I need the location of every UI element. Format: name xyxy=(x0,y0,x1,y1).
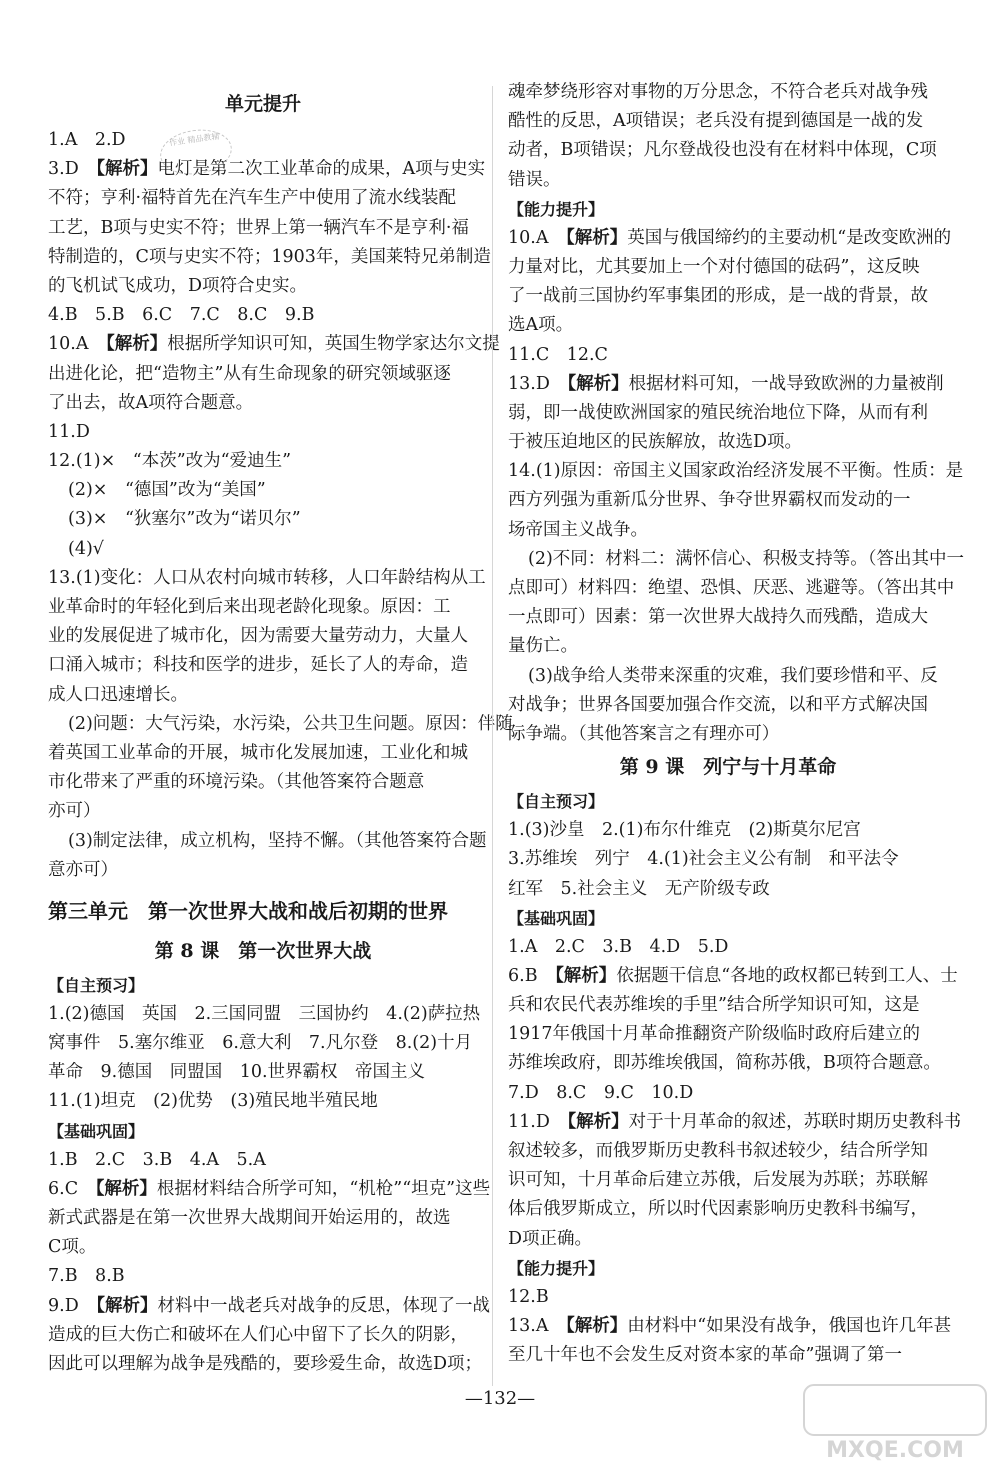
answer-line: 因此可以理解为战争是残酷的，要珍爱生命，故选D项； xyxy=(48,1353,483,1374)
analysis-tag: 【解析】 xyxy=(96,1295,158,1316)
answer-line: 场帝国主义战争。 xyxy=(508,519,648,540)
answer-text: 电灯是第二次工业革命的成果，A项与史实 xyxy=(157,159,486,180)
answer-line: 造成的巨大伤亡和破坏在人们心中留下了长久的阴影， xyxy=(48,1324,468,1345)
answer-line: 魂牵梦绕形容对事物的万分思念，不符合老兵对战争残 xyxy=(508,82,928,102)
answer-line: 了一战前三国协约军事集团的形成，是一战的背景，故 xyxy=(508,286,928,307)
answer-line: 12.(1)× “本茨”改为“爱迪生” xyxy=(48,451,292,472)
answer-line: 一点即可）因素：第一次世界大战持久而残酷，造成大 xyxy=(508,607,928,628)
lesson-heading: 第 8 课 第一次世界大战 xyxy=(154,939,372,962)
answer-line xyxy=(48,1175,491,1204)
question-number: 13.A xyxy=(508,1315,566,1336)
section-heading: 单元提升 xyxy=(224,93,301,115)
answer-line: 12.B xyxy=(508,1286,549,1307)
watermark-logo xyxy=(800,1379,990,1465)
answer-line: 11.D xyxy=(48,421,90,442)
analysis-tag: 【解析】 xyxy=(95,1178,157,1199)
analysis-tag: 【解析】 xyxy=(105,334,168,355)
subsection-tag: 【基础巩固】 xyxy=(508,908,605,928)
answer-line xyxy=(508,1312,952,1341)
answer-line: 动者，B项错误；凡尔登战役也没有在材料中体现，C项 xyxy=(508,140,937,161)
answer-line xyxy=(508,1108,962,1137)
unit-heading: 第三单元 第一次世界大战和战后初期的世界 xyxy=(48,898,448,923)
answer-line: 于被压迫地区的民族解放，故选D项。 xyxy=(508,432,803,453)
stamp-text: 作业 精品教辅 xyxy=(168,131,220,148)
analysis-tag: 【解析】 xyxy=(567,1111,629,1132)
page-number: —132— xyxy=(464,1388,536,1409)
subsection-tag: 【自主预习】 xyxy=(48,975,145,995)
answer-text: 根据材料结合所学可知，“机枪”“坦克”这些 xyxy=(156,1178,491,1199)
answer-line: 苏维埃政府，即苏维埃俄国，简称苏俄，B项符合题意。 xyxy=(508,1053,941,1074)
answer-line: 识可知，十月革命后建立苏俄，后发展为苏联；苏联解 xyxy=(508,1170,928,1191)
lesson-heading: 第 9 课 列宁与十月革命 xyxy=(619,756,837,779)
answer-line: 1.B 2.C 3.B 4.A 5.A xyxy=(48,1149,266,1170)
answer-line: 业革命时的年轻化到后来出现老龄化现象。原因：工 xyxy=(48,597,451,617)
answer-line: 窝事件 5.塞尔维亚 6.意大利 7.凡尔登 8.(2)十月 xyxy=(48,1033,473,1054)
answer-line: 7.D 8.C 9.C 10.D xyxy=(508,1082,694,1103)
question-number: 11.D xyxy=(508,1111,568,1132)
question-number: 10.A xyxy=(508,227,566,248)
answer-line: D项正确。 xyxy=(508,1228,593,1249)
answer-line: 量伤亡。 xyxy=(508,636,578,657)
answer-line: 出进化论，把“造物主”从有生命现象的研究领域驱逐 xyxy=(48,363,451,384)
question-number: 3.D xyxy=(48,159,97,180)
answer-line: 弱，即一战使欧洲国家的殖民统治地位下降，从而有利 xyxy=(508,402,928,423)
column-divider xyxy=(492,86,493,1386)
answer-line: 1.A 2.D xyxy=(48,130,126,150)
answer-text: 由材料中“如果没有战争，俄国也许几年甚 xyxy=(627,1315,952,1336)
answer-line: 不符；亨利·福特首先在汽车生产中使用了流水线装配 xyxy=(48,188,457,209)
answer-line: C项。 xyxy=(48,1237,97,1258)
answer-line: (2)问题：大气污染，水污染，公共卫生问题。原因：伴随 xyxy=(68,713,513,734)
answer-line: 兵和农民代表苏维埃的手里”结合所学知识可知，这是 xyxy=(508,995,920,1016)
watermark-text: MXQE.COM xyxy=(826,1438,964,1463)
answer-line: 1.A 2.C 3.B 4.D 5.D xyxy=(508,936,729,957)
answer-line: 11.C 12.C xyxy=(508,344,608,365)
answer-line: 革命 9.德国 同盟国 10.世界霸权 帝国主义 xyxy=(48,1062,426,1083)
answer-line: 西方列强为重新瓜分世界、争夺世界霸权而发动的一 xyxy=(508,490,911,511)
answer-line: (2)× “德国”改为“美国” xyxy=(68,480,266,501)
answer-line: 对战争；世界各国要加强合作交流，以和平方式解决国 xyxy=(508,694,928,715)
answer-line: 体后俄罗斯成立，所以时代因素影响历史教科书编写， xyxy=(508,1199,928,1220)
analysis-tag: 【解析】 xyxy=(565,1315,628,1336)
right-column xyxy=(508,78,965,1370)
question-number: 6.B xyxy=(508,965,556,986)
answer-text: 根据所学知识可知，英国生物学家达尔文提 xyxy=(167,334,500,355)
answer-line: 点即可）材料四：绝望、恐惧、厌恶、逃避等。（答出其中 xyxy=(508,578,955,598)
subsection-tag: 【能力提升】 xyxy=(508,199,605,219)
answer-text: 根据材料可知，一战导致欧洲的力量被削 xyxy=(628,373,944,394)
answer-line xyxy=(508,370,948,399)
analysis-tag: 【解析】 xyxy=(567,373,629,394)
answer-line: 力量对比，尤其要加上一个对付德国的砝码”，这反映 xyxy=(508,256,920,277)
answer-line: 7.B 8.B xyxy=(48,1266,125,1287)
answer-line: 叙述较多，而俄罗斯历史教科书叙述较少，结合所学知 xyxy=(508,1141,928,1161)
answer-line: 1917年俄国十月革命推翻资产阶级临时政府后建立的 xyxy=(508,1024,921,1045)
question-number: 9.D xyxy=(48,1295,97,1316)
answer-line: 1.(3)沙皇 2.(1)布尔什维克 (2)斯莫尔尼宫 xyxy=(508,820,861,841)
answer-line: 选A项。 xyxy=(508,315,574,336)
answer-line: 新式武器是在第一次世界大战期间开始运用的，故选 xyxy=(48,1208,451,1228)
answer-line: 错误。 xyxy=(508,169,561,190)
answer-line: 3.苏维埃 列宁 4.(1)社会主义公有制 和平法令 xyxy=(508,849,899,870)
answer-text: 对于十月革命的叙述，苏联时期历史教科书 xyxy=(628,1111,962,1132)
left-column xyxy=(48,78,513,1379)
answer-line: 14.(1)原因：帝国主义国家政治经济发展不平衡。性质：是 xyxy=(508,461,964,482)
answer-line: 口涌入城市；科技和医学的进步，延长了人的寿命，造 xyxy=(48,655,468,676)
answer-line: (3)× “狄塞尔”改为“诺贝尔” xyxy=(68,509,301,530)
answer-line: (4)√ xyxy=(68,538,104,559)
answer-line: 市化带来了严重的环境污染。（其他答案符合题意 xyxy=(48,772,425,793)
answer-line: 红军 5.社会主义 无产阶级专政 xyxy=(508,878,770,899)
question-number: 10.A xyxy=(48,334,106,355)
answer-line: 1.(2)德国 英国 2.三国同盟 三国协约 4.(2)萨拉热 xyxy=(48,1003,481,1024)
answer-line: 至几十年也不会发生反对资本家的革命”强调了第一 xyxy=(508,1345,902,1366)
subsection-tag: 【自主预习】 xyxy=(508,792,605,812)
answer-line xyxy=(508,224,952,253)
answer-line xyxy=(48,155,486,184)
analysis-tag: 【解析】 xyxy=(555,965,617,986)
answer-text: 英国与俄国缔约的主要动机“是改变欧洲的 xyxy=(627,227,952,248)
analysis-tag: 【解析】 xyxy=(565,227,628,248)
answer-line: 工艺，B项与史实不符；世界上第一辆汽车不是亨利·福 xyxy=(48,217,469,238)
answer-text: 材料中一战老兵对战争的反思，体现了一战 xyxy=(157,1295,490,1316)
answer-line: 着英国工业革命的开展，城市化发展加速，工业化和城 xyxy=(48,742,468,763)
subsection-tag: 【能力提升】 xyxy=(508,1258,605,1278)
answer-line: 11.(1)坦克 (2)优势 (3)殖民地半殖民地 xyxy=(48,1091,378,1112)
answer-line: 意亦可） xyxy=(48,859,118,880)
answer-line: 亦可） xyxy=(48,801,101,822)
question-number: 13.D xyxy=(508,373,568,394)
answer-line: (2)不同：材料二：满怀信心、积极支持等。（答出其中一 xyxy=(528,548,965,569)
answer-line: 际争端。（其他答案言之有理亦可） xyxy=(508,723,780,744)
answer-line: 了出去，故A项符合题意。 xyxy=(48,392,254,413)
answer-line: 4.B 5.B 6.C 7.C 8.C 9.B xyxy=(48,305,315,326)
question-number: 6.C xyxy=(48,1178,96,1199)
answer-line: 成人口迅速增长。 xyxy=(48,684,188,705)
answer-line: 的飞机试飞成功，D项符合史实。 xyxy=(48,275,308,296)
answer-line xyxy=(508,962,958,991)
analysis-tag: 【解析】 xyxy=(96,159,158,180)
answer-line: 特制造的，C项与史实不符；1903年，美国莱特兄弟制造 xyxy=(48,246,491,267)
answer-line: 酷性的反思，A项错误；老兵没有提到德国是一战的发 xyxy=(508,111,924,132)
answer-line: 13.(1)变化：人口从农村向城市转移，人口年龄结构从工 xyxy=(48,567,486,588)
answer-line: (3)战争给人类带来深重的灾难，我们要珍惜和平、反 xyxy=(528,665,938,686)
answer-line xyxy=(48,1292,490,1321)
answer-text: 依据题干信息“各地的政权都已转到工人、士 xyxy=(616,965,958,986)
subsection-tag: 【基础巩固】 xyxy=(48,1121,145,1141)
answer-line: 业的发展促进了城市化，因为需要大量劳动力，大量人 xyxy=(48,626,468,647)
answer-line xyxy=(48,330,500,359)
answer-line: (3)制定法律，成立机构，坚持不懈。（其他答案符合题 xyxy=(68,830,487,851)
